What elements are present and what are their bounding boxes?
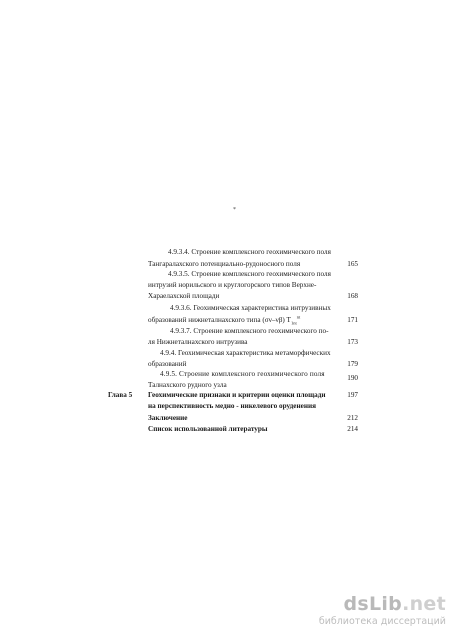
toc-entry-line: Тангаралахского потенциально-рудоносного поля	[148, 260, 301, 268]
chapter-title-line: Геохимические признаки и критерии оценки площади	[148, 391, 326, 399]
toc-page-number: 179	[347, 360, 358, 368]
toc-entry-line: 4.9.3.7. Строение комплексного геохимического по-	[170, 327, 329, 335]
chapter-title-line: на перспективность медно - никелевого оруденения	[148, 402, 317, 410]
toc-page-number: 197	[347, 391, 358, 399]
conclusion-label: Заключение	[148, 414, 188, 422]
toc-entry-line: ля Нижнеталнахского интрузива	[148, 338, 248, 346]
toc-entry-line: 4.9.3.4. Строение комплексного геохимического поля	[168, 248, 331, 256]
toc-page-number: 168	[347, 292, 358, 300]
toc-entry-line	[148, 316, 300, 325]
toc-entry-line: 4.9.3.6. Геохимическая характеристика интрузивных	[170, 304, 331, 312]
formula-subscript: 1nt	[290, 320, 297, 326]
watermark-logo	[268, 594, 446, 614]
toc-entry-line: образований	[148, 360, 187, 368]
toc-page-number: 214	[347, 425, 358, 433]
toc-entry-line: 4.9.5. Строение комплексного геохимического поля	[160, 370, 325, 378]
chapter-label: Глава 5	[108, 391, 133, 399]
references-label: Список использованной литературы	[148, 425, 268, 433]
toc-entry-line: Талнахского рудного узла	[148, 381, 227, 389]
toc-entry-line: 4.9.4. Геохимическая характеристика метаморфических	[160, 349, 331, 357]
watermark-logo-ds: dsLib	[343, 593, 403, 615]
formula-superscript: nt	[296, 314, 301, 320]
toc-page-number: 171	[347, 316, 358, 324]
watermark-logo-tld: .net	[402, 593, 446, 615]
toc-page-number: 212	[347, 414, 358, 422]
dslib-watermark	[268, 594, 446, 632]
toc-entry-line: интрузий норильского и круглогорского типов Верхне-	[148, 281, 317, 289]
toc-page-number: 165	[347, 260, 358, 268]
toc-page-number: 173	[347, 338, 358, 346]
toc-page-number: 190	[347, 374, 358, 382]
watermark-slogan: библиотека диссертаций	[318, 616, 446, 627]
page-mark: *	[233, 207, 236, 213]
toc-entry-line: 4.9.3.5. Строение комплексного геохимического поля	[168, 270, 331, 278]
toc-entry-line: Хараелахской площади	[148, 292, 220, 300]
toc-entry-text: образований нижнеталнахского типа (σν–νβ) T	[148, 316, 291, 324]
